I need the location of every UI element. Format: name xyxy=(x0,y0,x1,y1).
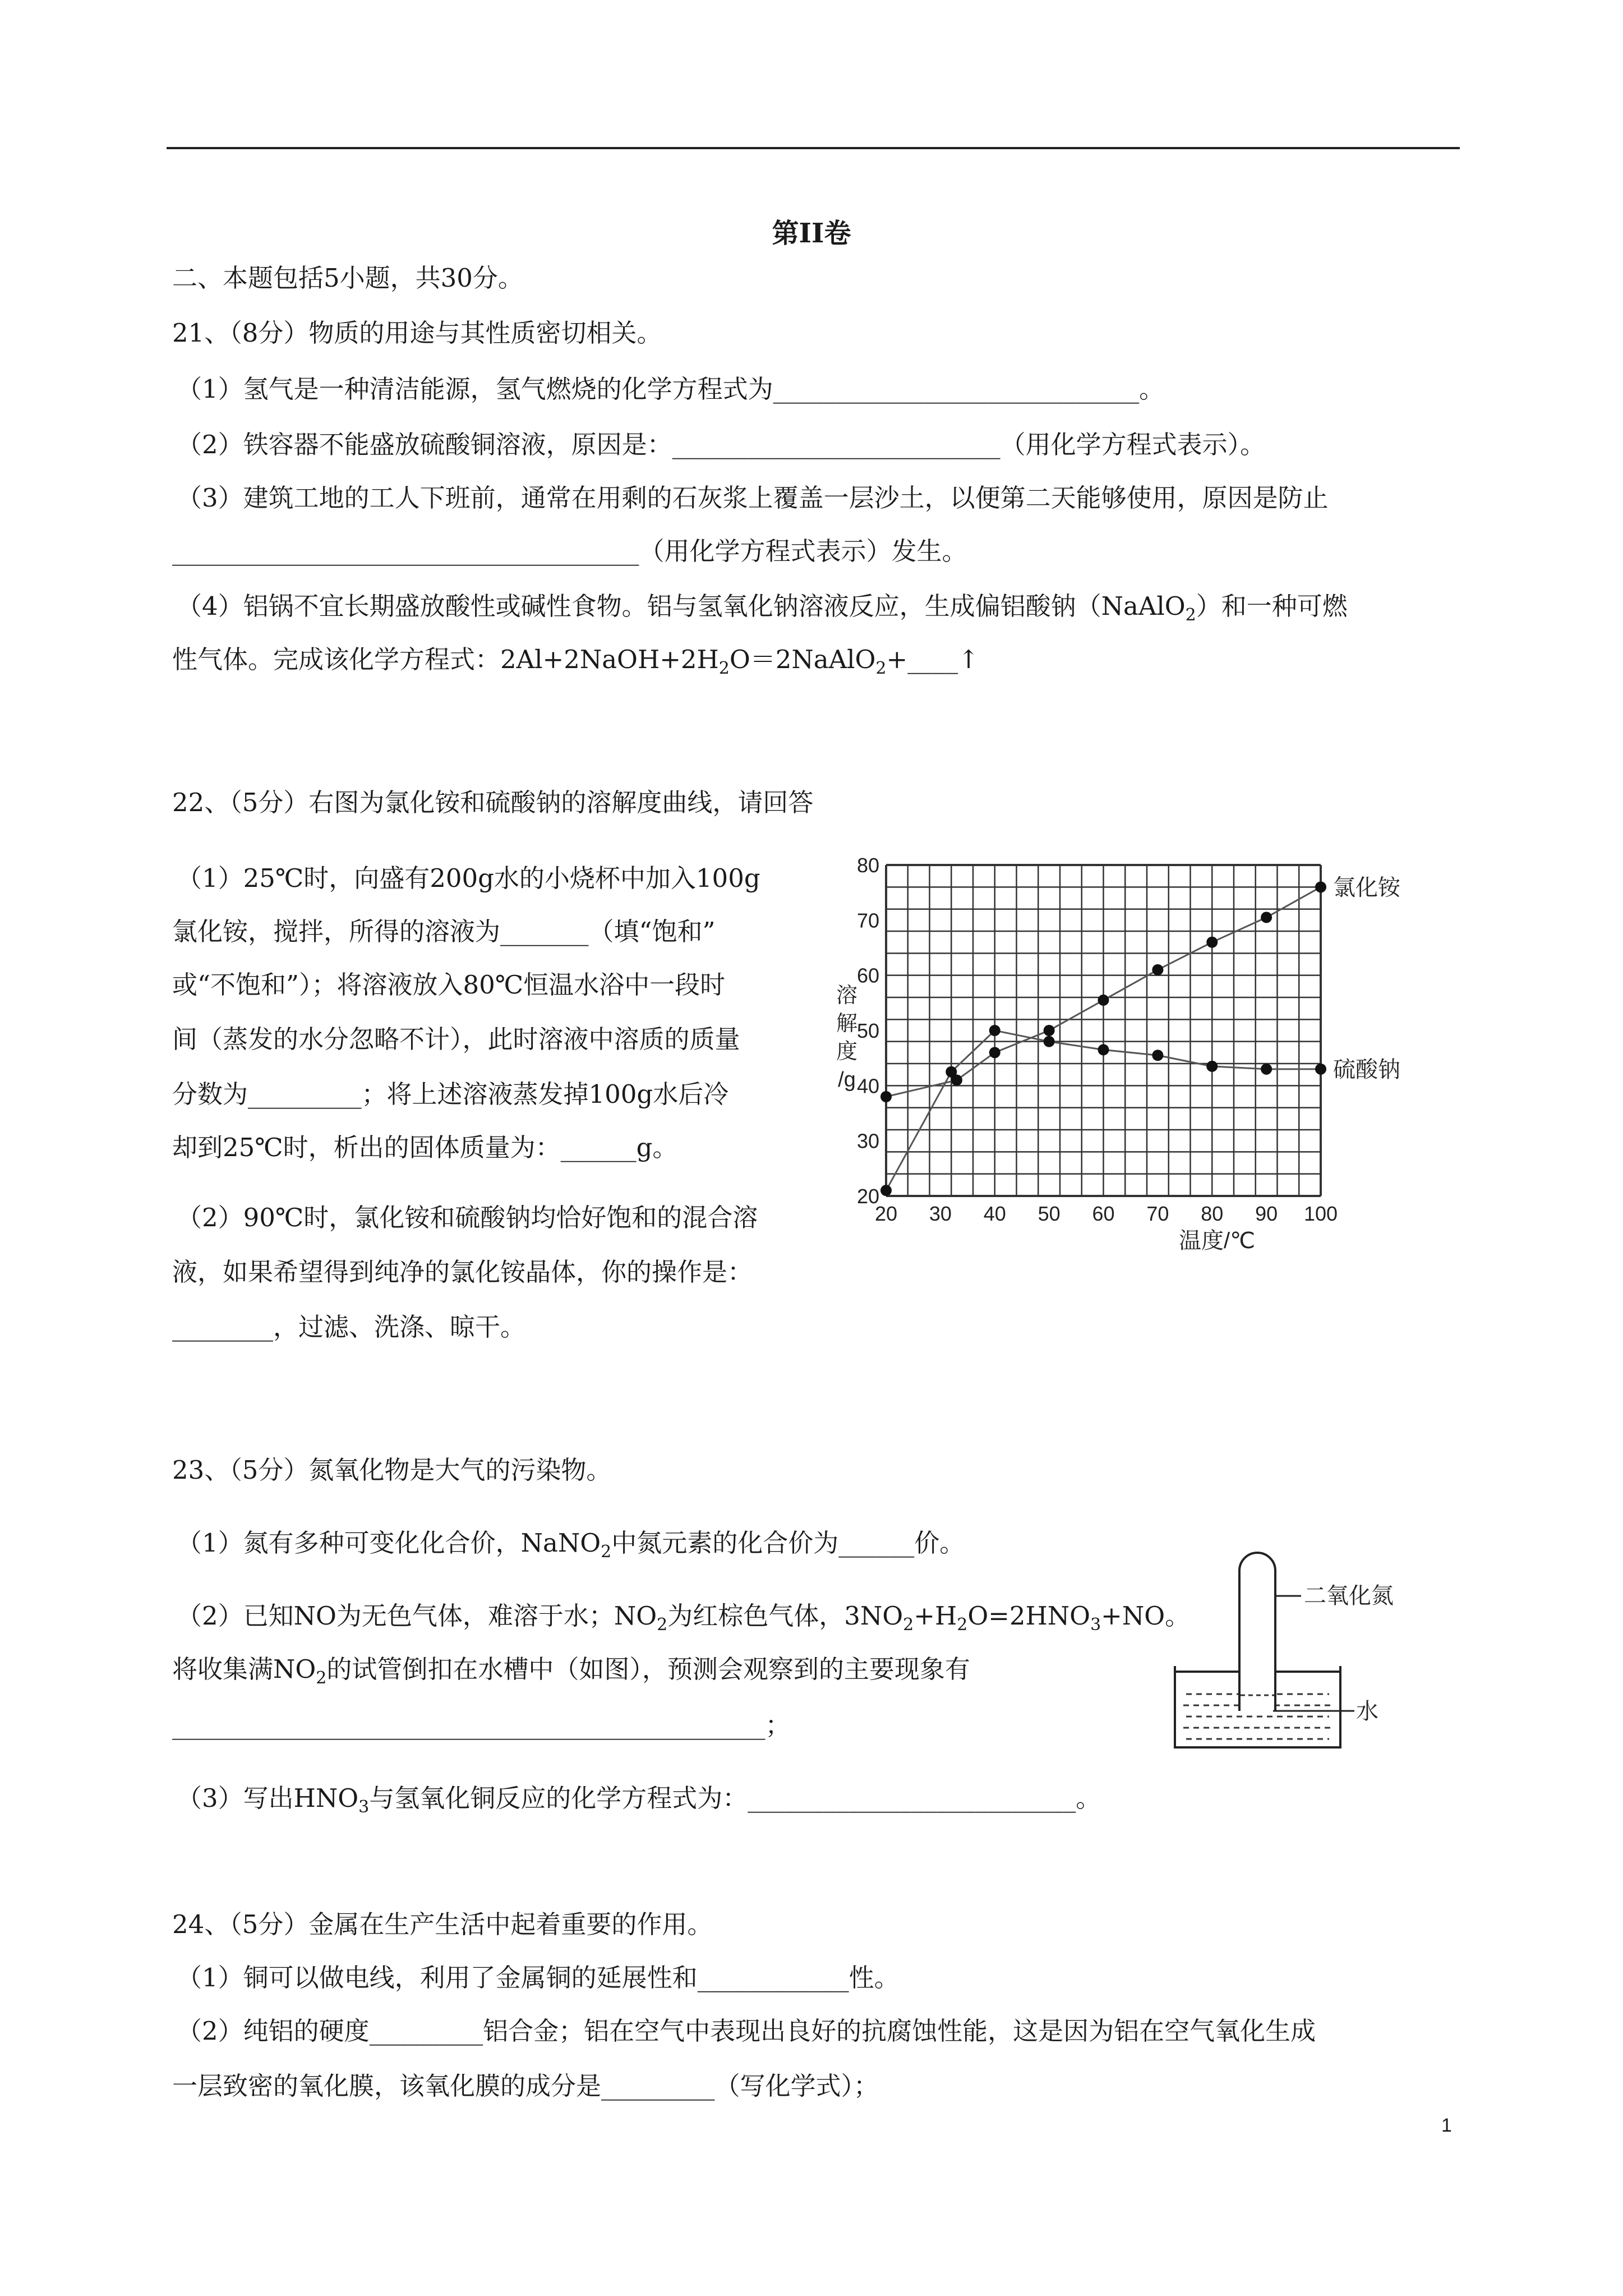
subscript: 3 xyxy=(358,1797,370,1817)
data-point xyxy=(1206,1061,1218,1072)
q22-line-1: （1）25℃时，向盛有200g水的小烧杯中加入100g xyxy=(177,863,760,893)
q22-line-6: 却到25℃时，析出的固体质量为：______g。 xyxy=(172,1133,678,1162)
text-run: （3）写出HNO xyxy=(177,1783,359,1813)
text-run: （1）氮有多种可变化化合价，NaNO xyxy=(177,1528,601,1558)
x-tick-label: 80 xyxy=(1201,1202,1224,1225)
page-number: 1 xyxy=(1441,2115,1452,2136)
subscript: 2 xyxy=(601,1542,612,1562)
q22-line-7: （2）90℃时，氯化铵和硫酸钠均恰好饱和的混合溶 xyxy=(177,1203,758,1232)
text-run: （2）已知NO为无色气体，难溶于水；NO xyxy=(177,1601,657,1631)
data-point xyxy=(946,1066,957,1078)
chart-y-ticks xyxy=(857,854,879,1208)
subscript: 2 xyxy=(718,659,730,678)
text-run: O=2HNO xyxy=(967,1601,1091,1631)
text-run: O＝2NaAlO xyxy=(729,645,876,674)
x-tick-label: 60 xyxy=(1092,1202,1115,1225)
subscript: 2 xyxy=(316,1668,327,1688)
y-tick-label: 50 xyxy=(856,1019,879,1042)
q23-part1 xyxy=(177,1526,965,1570)
data-point xyxy=(1315,1064,1326,1075)
data-point xyxy=(1206,937,1218,948)
header-rule xyxy=(167,147,1460,149)
data-point xyxy=(989,1025,1000,1036)
text-run: 将收集满NO xyxy=(172,1654,316,1684)
q23-part2-line1 xyxy=(177,1599,1190,1642)
q21-part2: （2）铁容器不能盛放硫酸铜溶液，原因是：__________________________（用化学方程式表示）。 xyxy=(177,430,1266,459)
inverted-test-tube xyxy=(1239,1553,1275,1711)
q21-part4-line2 xyxy=(172,642,979,686)
q21-part4-line1 xyxy=(177,589,1348,633)
series-label: 硫酸钠 xyxy=(1333,1057,1400,1082)
q24-part2-line1: （2）纯铝的硬度_________铝合金；铝在空气中表现出良好的抗腐蚀性能，这是因为铝在空气氧化生成 xyxy=(177,2016,1316,2046)
q21-part3-line1: （3）建筑工地的工人下班前，通常在用剩的石灰浆上覆盖一层沙土，以便第二天能够使用，原因是防止 xyxy=(177,483,1329,513)
q21-part3-line2: _____________________________________（用化学方程式表示）发生。 xyxy=(172,536,967,566)
data-point xyxy=(1152,964,1163,976)
text-run: 为红棕色气体，3NO xyxy=(667,1601,903,1631)
data-point xyxy=(1044,1036,1055,1047)
y-tick-label: 60 xyxy=(856,964,879,987)
data-point xyxy=(1152,1050,1163,1061)
text-run: 性气体。完成该化学方程式：2Al+2NaOH+2H xyxy=(172,645,719,674)
data-point xyxy=(1261,912,1272,923)
chart-grid xyxy=(886,865,1321,1196)
y-label-char: 解 xyxy=(836,1012,858,1036)
y-label-char: 溶 xyxy=(836,984,858,1007)
subscript: 2 xyxy=(875,659,887,678)
x-tick-label: 20 xyxy=(874,1202,898,1225)
chart-x-label: 温度/℃ xyxy=(1178,1228,1256,1253)
subscript: 2 xyxy=(657,1615,668,1635)
x-tick-label: 100 xyxy=(1303,1202,1338,1225)
y-tick-label: 70 xyxy=(856,909,879,932)
q24-part1: （1）铜可以做电线，利用了金属铜的延展性和____________性。 xyxy=(177,1963,900,1993)
q21-stem: 21、（8分）物质的用途与其性质密切相关。 xyxy=(172,318,662,348)
gas-label: 二氧化氮 xyxy=(1304,1583,1394,1609)
q22-line-5: 分数为_________；将上述溶液蒸发掉100g水后冷 xyxy=(172,1079,729,1109)
y-tick-label: 80 xyxy=(856,854,879,877)
data-point xyxy=(880,1185,892,1196)
x-tick-label: 50 xyxy=(1038,1202,1061,1225)
solubility-chart xyxy=(824,841,1469,1273)
q23-part2-line3: _______________________________________________； xyxy=(172,1710,791,1740)
q22-line-8: 液，如果希望得到纯净的氯化铵晶体，你的操作是： xyxy=(172,1257,753,1287)
q23-part2-line2 xyxy=(172,1652,970,1696)
section-intro: 二、本题包括5小题，共30分。 xyxy=(172,263,523,293)
subscript: 2 xyxy=(957,1615,968,1635)
q22-line-3: 或“不饱和”）；将溶液放入80℃恒温水浴中一段时 xyxy=(172,970,726,1000)
subscript: 2 xyxy=(903,1615,914,1635)
text-run: 与氢氧化铜反应的化学方程式为：__________________________。 xyxy=(369,1783,1101,1813)
y-label-char: /g xyxy=(838,1068,856,1092)
data-point xyxy=(880,1091,892,1102)
text-run: +NO。 xyxy=(1101,1601,1191,1631)
q21-part1: （1）氢气是一种清洁能源，氢气燃烧的化学方程式为_____________________________。 xyxy=(177,374,1165,404)
data-point xyxy=(1044,1025,1055,1036)
x-tick-label: 70 xyxy=(1146,1202,1169,1225)
q23-stem: 23、（5分）氮氧化物是大气的污染物。 xyxy=(172,1455,612,1485)
data-point xyxy=(989,1047,1000,1058)
chart-y-label xyxy=(836,984,857,1092)
y-tick-label: 20 xyxy=(856,1185,879,1208)
q24-stem: 24、（5分）金属在生产生活中起着重要的作用。 xyxy=(172,1910,713,1939)
x-tick-label: 30 xyxy=(929,1202,952,1225)
y-label-char: 度 xyxy=(836,1040,858,1064)
subscript: 2 xyxy=(1185,605,1196,625)
text-run: ）和一种可燃 xyxy=(1196,591,1348,621)
subscript: 3 xyxy=(1090,1615,1101,1635)
q22-line-2: 氯化铵，搅拌，所得的溶液为_______（填“饱和” xyxy=(172,917,716,946)
data-point xyxy=(1098,995,1109,1006)
y-tick-label: 40 xyxy=(856,1074,879,1098)
data-point xyxy=(1261,1064,1272,1075)
x-tick-label: 40 xyxy=(983,1202,1006,1225)
series-2 xyxy=(880,1025,1400,1196)
data-point xyxy=(1315,881,1326,892)
section-title: 第II卷 xyxy=(772,218,851,249)
q24-part2-line2: 一层致密的氧化膜，该氧化膜的成分是_________（写化学式）； xyxy=(172,2071,879,2101)
chart-x-ticks xyxy=(875,1202,1338,1225)
text-run: +H xyxy=(914,1601,957,1631)
q22-stem: 22、（5分）右图为氯化铵和硫酸钠的溶解度曲线，请回答 xyxy=(172,788,814,817)
x-tick-label: 90 xyxy=(1255,1202,1278,1225)
y-tick-label: 30 xyxy=(856,1129,879,1153)
text-run: （4）铝锅不宜长期盛放酸性或碱性食物。铝与氢氧化钠溶液反应，生成偏铝酸钠（NaAlO xyxy=(177,591,1186,621)
q23-part3 xyxy=(177,1781,1101,1825)
test-tube-figure xyxy=(1161,1548,1408,1761)
chart-series xyxy=(880,875,1401,1196)
q22-line-4: 间（蒸发的水分忽略不计），此时溶液中溶质的质量 xyxy=(172,1024,740,1054)
data-point xyxy=(1098,1044,1109,1055)
text-run: 中氮元素的化合价为______价。 xyxy=(611,1528,965,1558)
q22-line-9: ________，过滤、洗涤、晾干。 xyxy=(172,1312,526,1342)
water-label: 水 xyxy=(1356,1699,1378,1724)
text-run: +____↑ xyxy=(886,645,979,674)
text-run: 的试管倒扣在水槽中（如图），预测会观察到的主要现象有 xyxy=(326,1654,970,1684)
series-label: 氯化铵 xyxy=(1333,875,1400,900)
